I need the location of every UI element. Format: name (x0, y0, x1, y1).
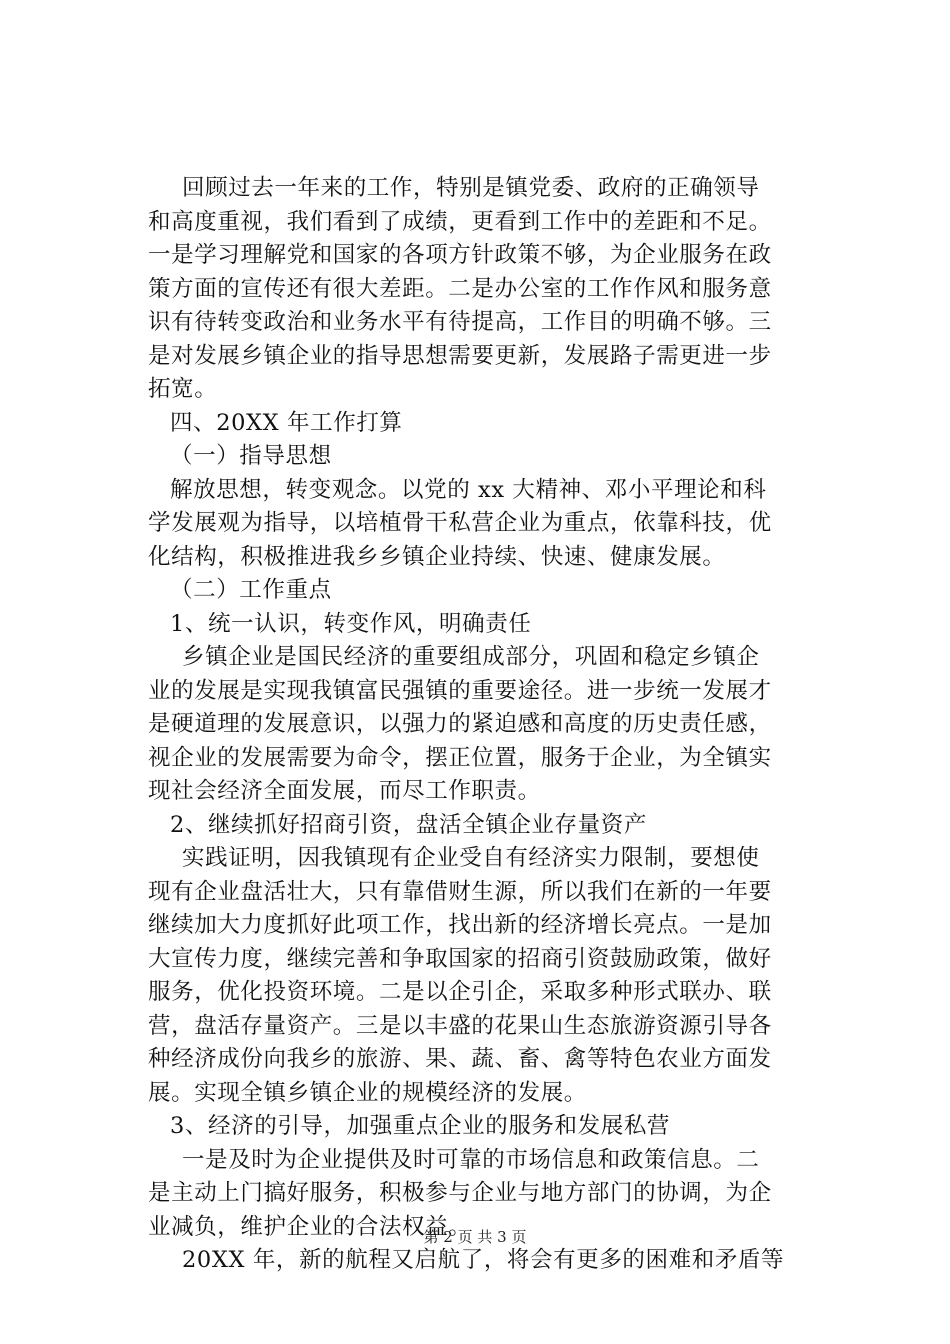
text-line-24: 大宣传力度，继续完善和争取国家的招商引资鼓励政策，做好 (148, 945, 772, 972)
item-heading-3: 3、经济的引导，加强重点企业的服务和发展私营 (170, 1113, 671, 1139)
text-line-26: 营，盘活存量资产。三是以丰盛的花果山生态旅游资源引导各 (148, 1012, 772, 1039)
text-line-6: 是对发展乡镇企业的指导思想需要更新，发展路子需更进一步 (148, 342, 772, 369)
text-line-7: 拓宽。 (148, 376, 218, 402)
text-line-15: 乡镇企业是国民经济的重要组成部分，巩固和稳定乡镇企 (182, 644, 760, 670)
text-line-17: 是硬道理的发展意识，以强力的紧迫感和高度的历史责任感， (148, 711, 772, 737)
text-line-32: 业减负，维护企业的合法权益。 (148, 1213, 472, 1240)
text-line-23: 继续加大力度抓好此项工作，找出新的经济增长亮点。一是加 (148, 912, 772, 938)
document-body (148, 172, 813, 1278)
section-heading-4: 四、20XX 年工作打算 (170, 409, 403, 436)
text-line-25: 服务，优化投资环境。二是以企引企，采取多种形式联办、联 (148, 979, 772, 1005)
text-line-2: 和高度重视，我们看到了成绩，更看到工作中的差距和不足。 (148, 208, 772, 235)
text-line-5: 识有待转变政治和业务水平有待提高，工作目的明确不够。三 (148, 309, 772, 335)
item-heading-2: 2、继续抓好招商引资，盘活全镇企业存量资产 (170, 811, 647, 838)
text-line-19: 现社会经济全面发展，而尽工作职责。 (148, 778, 541, 804)
text-line-16: 业的发展是实现我镇富民强镇的重要途径。进一步统一发展才 (148, 677, 772, 704)
text-line-12: 化结构，积极推进我乡乡镇企业持续、快速、健康发展。 (148, 543, 726, 570)
text-line-3: 一是学习理解党和国家的各项方针政策不够，为企业服务在政 (148, 242, 772, 268)
text-line-1: 回顾过去一年来的工作，特别是镇党委、政府的正确领导 (182, 175, 760, 201)
text-line-33: 20XX 年，新的航程又启航了，将会有更多的困难和矛盾等 (182, 1247, 785, 1273)
text-line-18: 视企业的发展需要为命令，摆正位置，服务于企业，为全镇实 (148, 744, 772, 771)
text-line-11: 学发展观为指导，以培植骨干私营企业为重点，依靠科技，优 (148, 510, 772, 536)
subheading-guiding-thought: （一）指导思想 (170, 443, 332, 469)
text-line-30: 一是及时为企业提供及时可靠的市场信息和政策信息。二 (182, 1146, 760, 1173)
page-number-footer: 第 2 页 共 3 页 (423, 1228, 527, 1246)
subheading-work-focus: （二）工作重点 (170, 577, 332, 603)
text-line-31: 是主动上门搞好服务，积极参与企业与地方部门的协调，为企 (148, 1180, 772, 1206)
text-line-22: 现有企业盘活壮大，只有靠借财生源，所以我们在新的一年要 (148, 878, 772, 905)
item-heading-1: 1、统一认识，转变作风，明确责任 (170, 610, 532, 637)
text-line-4: 策方面的宣传还有很大差距。二是办公室的工作作风和服务意 (148, 275, 772, 302)
text-line-10: 解放思想，转变观念。以党的 xx 大精神、邓小平理论和科 (170, 476, 767, 503)
text-line-21: 实践证明，因我镇现有企业受自有经济实力限制，要想使 (182, 845, 760, 871)
text-line-28: 展。实现全镇乡镇企业的规模经济的发展。 (148, 1079, 587, 1106)
text-line-27: 种经济成份向我乡的旅游、果、蔬、畜、禽等特色农业方面发 (148, 1046, 772, 1072)
